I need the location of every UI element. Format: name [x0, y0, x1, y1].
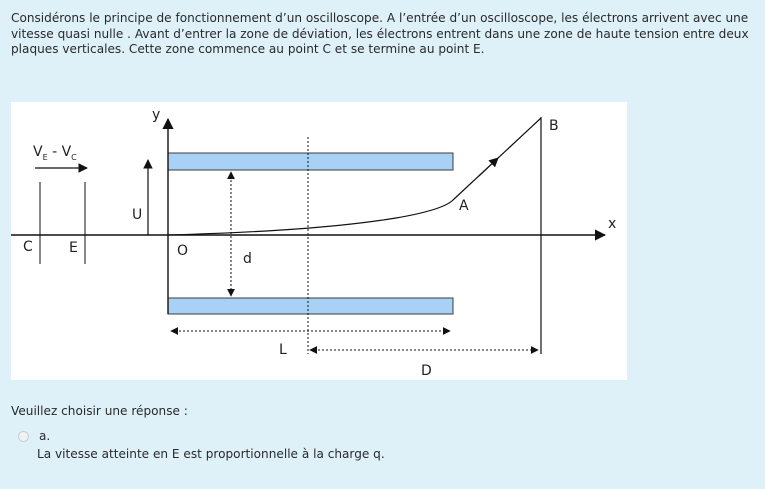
- d-label: d: [243, 251, 252, 267]
- voltage-sub-c: C: [71, 153, 77, 162]
- c-label: C: [23, 239, 33, 255]
- u-label: U: [132, 207, 143, 223]
- b-label: B: [549, 118, 559, 134]
- answer-text[interactable]: La vitesse atteinte en E est proportionnelle à la charge q.: [37, 447, 385, 461]
- trajectory-arrow: [479, 158, 498, 176]
- y-axis-label: y: [152, 107, 161, 123]
- voltage-v2: V: [61, 144, 72, 160]
- upper-plate: [168, 153, 453, 170]
- answer-prompt: Veuillez choisir une réponse :: [11, 404, 188, 418]
- o-label: O: [177, 243, 189, 259]
- voltage-minus: -: [47, 144, 62, 160]
- electron-trajectory: [168, 200, 453, 235]
- radio-button[interactable]: [18, 431, 29, 442]
- question-text: Considérons le principe de fonctionnement d’un oscilloscope. A l’entrée d’un oscilloscope, les électrons arrivent avec une vitesse quasi nulle . Avant d’entrer la zone de déviation, les électrons entrent dans une zone de haute tension entre deux plaques verticales. Cette zone commence au point C et se termine au point E.: [11, 11, 749, 56]
- e-label: E: [69, 240, 78, 256]
- lower-plate: [168, 298, 453, 314]
- d-big-label: D: [421, 363, 432, 379]
- voltage-sub-e: E: [42, 153, 48, 162]
- voltage-v1: V: [33, 144, 43, 160]
- answer-letter: a.: [39, 429, 51, 443]
- l-label: L: [279, 342, 287, 358]
- oscilloscope-diagram: [11, 102, 627, 380]
- voltage-label: [33, 144, 77, 162]
- x-axis-label: x: [608, 216, 617, 232]
- a-label: A: [459, 198, 469, 214]
